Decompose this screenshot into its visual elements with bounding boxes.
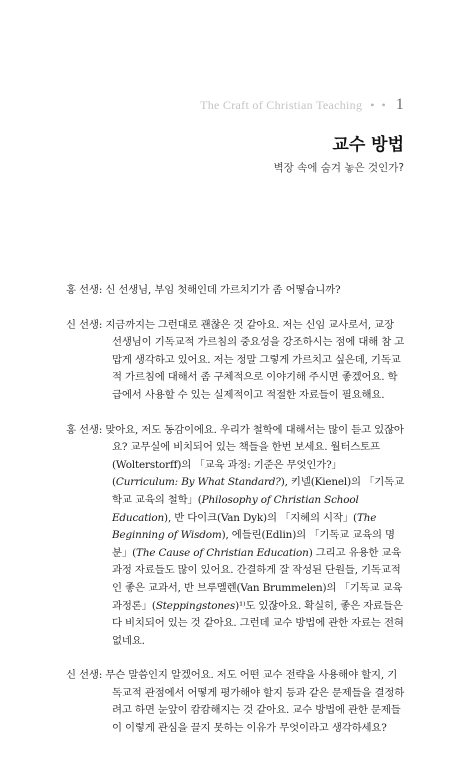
- dialogue-paragraph: [66, 422, 406, 651]
- dialogue-text: 지금까지는 그런대로 괜찮은 것 같아요. 저는 신임 교사로서, 교장 선생님이 기독교적 가르침의 중요성을 강조하시는 점에 대해 참 고맙게 생각하고 있어요. 저는 정말 그렇게 가르치고 싶은데, 기독교적 가르침에 대해서 좀 구체적으로 이야기해 주시면 좋겠어요. 학급에서 사용할 수 있는 실제적이고 적절한 자료들이 필요해요.: [105, 318, 405, 401]
- chapter-number: 1: [395, 96, 404, 113]
- speaker-label: 신 선생:: [66, 318, 103, 331]
- running-header-title: The Craft of Christian Teaching: [200, 98, 363, 112]
- dialogue-paragraph: [66, 667, 406, 737]
- chapter-subtitle: 벽장 속에 숨겨 놓은 것인가?: [273, 162, 404, 174]
- dialogue-text: 신 선생님, 부임 첫해인데 가르치기가 좀 어떻습니까?: [105, 284, 341, 296]
- text-run: )¹⁾도 있잖아요. 확실히, 좋은 자료들은 다 비치되어 있는 것 같아요. 그런데 교수 방법에 관한 자료는 전혀 없네요.: [112, 599, 404, 647]
- speaker-label: 홍 선생:: [66, 423, 103, 436]
- book-title-english: The Cause of Christian Education: [136, 546, 309, 559]
- book-title-english: Steppingstones: [155, 599, 236, 612]
- book-title-english: Curriculum: By What Standard?: [115, 476, 281, 489]
- dialogue-paragraph: [66, 282, 406, 300]
- text-run: 맞아요, 저도 동감이에요. 우리가 철학에 대해서는 많이 듣고 있잖아요? 교무실에 비치되어 있는 책들을 한번 보세요. 월터스토프(Wolterstorff)의 「교육 과정: 기준은 무엇인가?」(: [105, 423, 404, 489]
- dialogue: [66, 282, 406, 755]
- text-run: ) 그리고 유용한 교육 과정 자료들도 많이 있어요. 간결하게 잘 작성된 단원들, 기독교적인 좋은 교과서, 반 브루멜렌(Van Brummelen)의 「기독교 교육 과정론」(: [112, 546, 403, 612]
- dialogue-text: 무슨 말씀인지 알겠어요. 저도 어떤 교수 전략을 사용해야 할지, 기독교적 관점에서 어떻게 평가해야 할지 등과 같은 문제들을 결정하려고 하면 눈앞이 캄캄해지는 것 같아요. 교수 방법에 관한 문제들이 이렇게 관심을 끌지 못하는 이유가 무엇이라고 생각하세요?: [105, 669, 405, 735]
- speaker-label: 홍 선생:: [66, 284, 103, 296]
- dialogue-paragraph: [66, 317, 406, 405]
- text-run: ), 에들린(Edlin)의 「기독교 교육의 명분」(: [112, 529, 395, 559]
- book-title-english: The Beginning of Wisdom: [112, 511, 377, 542]
- running-header-dots: • •: [370, 98, 388, 112]
- dialogue-text: [105, 424, 404, 647]
- speaker-label: 신 선생:: [66, 669, 103, 682]
- text-run: ), 반 다이크(Van Dyk)의 「지혜의 시작」(: [164, 511, 357, 524]
- chapter-title: 교수 방법: [332, 135, 404, 155]
- running-header: [200, 96, 404, 114]
- text-run: ), 키넬(Kienel)의 「기독교 학교 교육의 철학」(: [112, 476, 404, 506]
- book-title-english: Philosophy of Christian School Education: [112, 493, 359, 524]
